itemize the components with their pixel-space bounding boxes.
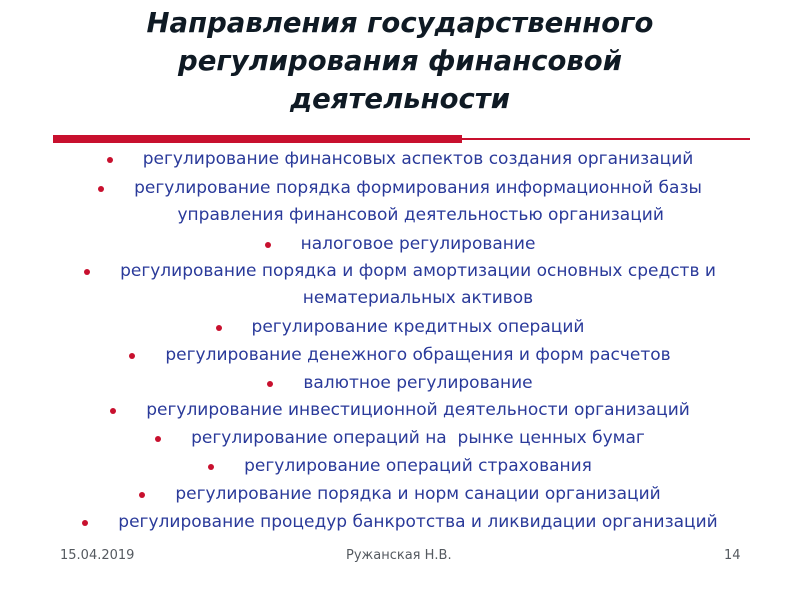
list-item-text: валютное регулирование — [303, 373, 533, 393]
footer-page-number: 14 — [724, 548, 741, 563]
bullet-icon — [84, 269, 90, 275]
title-underline-thin — [462, 138, 750, 140]
list-item — [0, 397, 800, 424]
list-item — [0, 370, 800, 397]
list-item-text: регулирование порядка и норм санации организаций — [175, 484, 661, 504]
list-item-text: регулирование операций страхования — [244, 456, 592, 476]
bullet-icon — [98, 186, 104, 192]
bullet-icon — [265, 242, 271, 248]
list-item — [0, 146, 800, 173]
bullet-icon — [110, 408, 116, 414]
slide-title — [60, 4, 740, 118]
list-item-text: регулирование кредитных операций — [251, 317, 585, 337]
list-item-text: регулирование процедур банкротства и ликвидации организаций — [118, 512, 718, 532]
footer-author: Ружанская Н.В. — [346, 548, 452, 563]
list-item — [0, 481, 800, 508]
list-item-text: регулирование инвестиционной деятельности организаций — [146, 400, 690, 420]
bullet-icon — [267, 381, 273, 387]
bullet-icon — [82, 520, 88, 526]
list-item — [0, 453, 800, 480]
list-item-text: регулирование финансовых аспектов создания организаций — [142, 149, 694, 169]
list-item-text: регулирование порядка и форм амортизации основных средств и нематериальных активов — [120, 261, 716, 308]
list-item — [0, 258, 800, 312]
list-item-text: регулирование операций на рынке ценных бумаг — [191, 428, 645, 448]
bullet-icon — [139, 492, 145, 498]
list-item — [0, 509, 800, 536]
list-item — [0, 314, 800, 341]
bullet-icon — [208, 464, 214, 470]
bullet-icon — [107, 157, 113, 163]
title-underline-thick — [53, 135, 462, 143]
list-item-text: налоговое регулирование — [300, 234, 536, 254]
list-item — [0, 231, 800, 258]
list-item-text: регулирование денежного обращения и форм расчетов — [165, 345, 671, 365]
slide-title-text: Направления государственного регулирования финансовой деятельности — [146, 7, 654, 115]
bullet-icon — [129, 353, 135, 359]
footer-date: 15.04.2019 — [60, 548, 135, 563]
list-item — [0, 425, 800, 452]
list-item-text: регулирование порядка формирования информационной базы управления финансовой деятельностью организаций — [134, 178, 702, 225]
list-item — [0, 342, 800, 369]
list-item — [0, 175, 800, 229]
bullet-icon — [216, 325, 222, 331]
bullet-icon — [155, 436, 161, 442]
